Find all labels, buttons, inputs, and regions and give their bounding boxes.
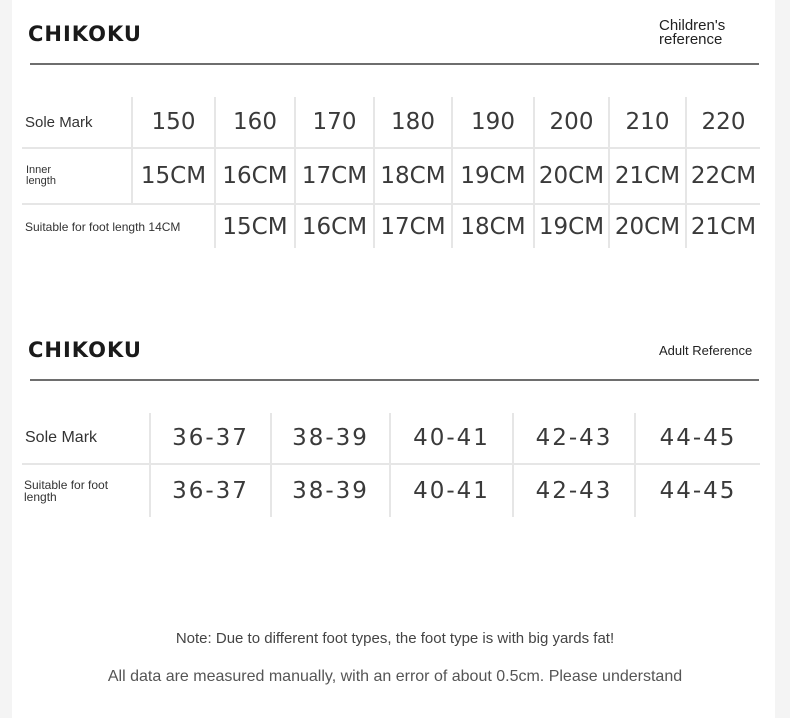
table-cell: 190 xyxy=(452,97,534,148)
note-foot-type: Note: Due to different foot types, the foot type is with big yards fat! xyxy=(175,630,615,647)
adult-brand-logo: CHIKOKU xyxy=(28,338,142,362)
table-cell: 16CM xyxy=(295,204,374,248)
adult-divider xyxy=(30,379,759,381)
row-label: Suitable for foot length xyxy=(22,464,150,517)
table-cell: 44-45 xyxy=(659,478,737,504)
table-cell: 44-45 xyxy=(635,413,760,464)
table-cell: 18CM xyxy=(374,148,452,204)
row-label: Inner length xyxy=(22,148,132,204)
table-cell: 220 xyxy=(686,97,760,148)
table-cell: 160 xyxy=(215,97,295,148)
table-cell: 180 xyxy=(374,97,452,148)
children-sole-mark-row xyxy=(22,97,760,148)
table-cell: 19CM xyxy=(534,204,609,248)
table-cell: 40-41 xyxy=(390,464,513,517)
children-brand-logo: CHIKOKU xyxy=(28,22,142,46)
table-cell: 17CM xyxy=(374,204,452,248)
table-cell: 22CM xyxy=(686,148,760,204)
note-measurement-error: All data are measured manually, with an error of about 0.5cm. Please understand xyxy=(107,668,683,685)
children-divider xyxy=(30,63,759,65)
table-cell: 40-41 xyxy=(390,413,513,464)
table-cell: 38-39 xyxy=(271,413,390,464)
table-cell: 210 xyxy=(609,97,686,148)
row-label: Suitable for foot length 14CM xyxy=(22,204,215,248)
table-cell: 19CM xyxy=(452,148,534,204)
children-reference-heading: Children's reference xyxy=(659,17,726,48)
adult-foot-length-row xyxy=(22,464,760,517)
children-foot-length-row xyxy=(22,204,760,248)
adult-size-table xyxy=(22,413,760,517)
table-cell: 42-43 xyxy=(513,464,635,517)
table-cell: 15CM xyxy=(215,204,295,248)
children-size-table xyxy=(22,97,760,248)
row-label: Sole Mark xyxy=(22,413,150,464)
table-cell: 42-43 xyxy=(513,413,635,464)
adult-sole-mark-row xyxy=(22,413,760,464)
table-cell: 200 xyxy=(534,97,609,148)
table-cell: 170 xyxy=(295,97,374,148)
children-inner-length-row xyxy=(22,148,760,204)
table-cell: 20CM xyxy=(609,204,686,248)
table-cell: 17CM xyxy=(295,148,374,204)
table-cell: 16CM xyxy=(215,148,295,204)
table-cell: 36-37 xyxy=(150,413,271,464)
table-cell: 21CM xyxy=(609,148,686,204)
row-label: Sole Mark xyxy=(22,97,132,148)
table-cell: 21CM xyxy=(690,213,757,240)
table-cell: 150 xyxy=(132,97,215,148)
table-cell: 20CM xyxy=(534,148,609,204)
adult-reference-heading: Adult Reference xyxy=(659,343,753,358)
table-cell: 36-37 xyxy=(150,464,271,517)
table-cell: 15CM xyxy=(132,148,215,204)
table-cell: 18CM xyxy=(452,204,534,248)
table-cell: 38-39 xyxy=(271,464,390,517)
